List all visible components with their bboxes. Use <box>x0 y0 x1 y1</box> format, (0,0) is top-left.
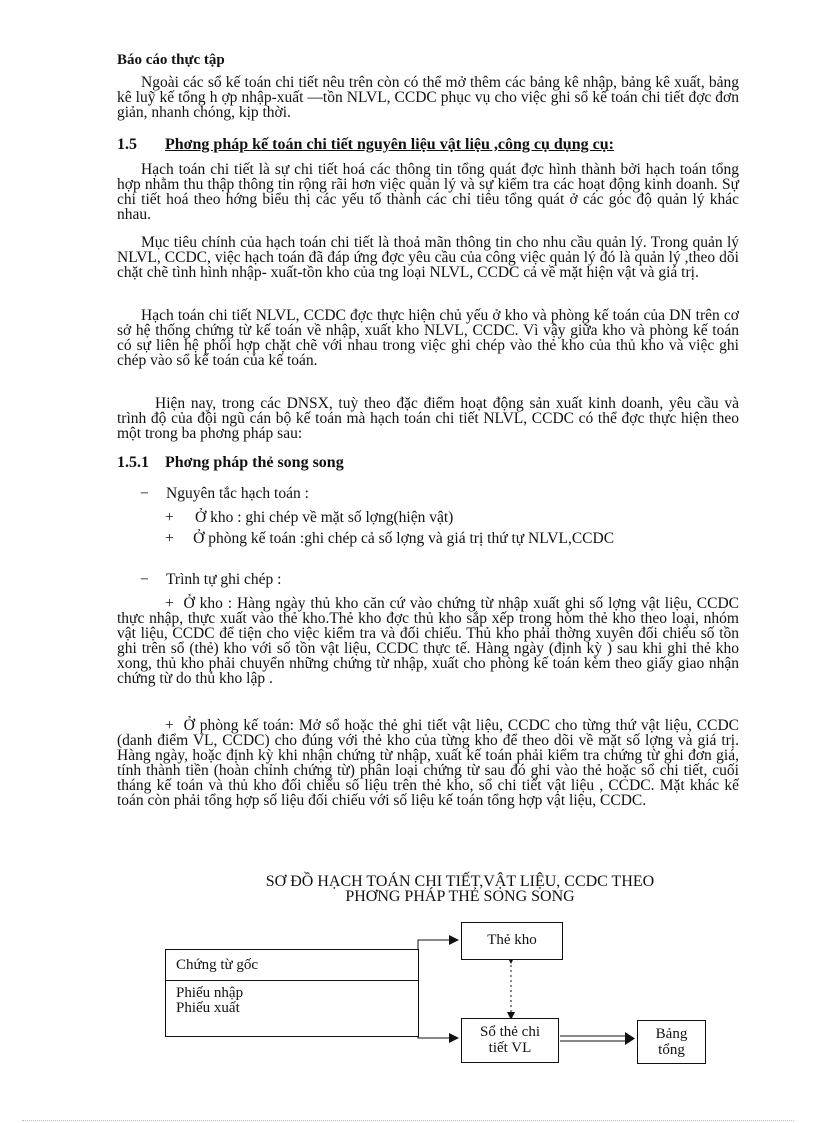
source-item-issue: Phiếu xuất <box>176 1000 240 1016</box>
box-source-items <box>166 981 418 1016</box>
subsection-number: 1.5.1 <box>117 454 149 471</box>
box-so-the-chi-tiet <box>461 1018 559 1063</box>
box-source-documents <box>165 949 419 1037</box>
bullet-text: Trình tự ghi chép : <box>166 571 282 588</box>
so-the-line2: tiết VL <box>488 1040 532 1056</box>
dash-marker: − <box>140 485 149 502</box>
source-item-receipt: Phiếu nhập <box>176 985 244 1001</box>
plus-marker: + <box>165 530 194 547</box>
intro-paragraph: Ngoài các sổ kế toán chi tiết nêu trên còn có thể mở thêm các bảng kê nhập, bảng kê xuất, bảng kê luỹ kế tổng h ợp nhập-xuất —tồn NLVL, CCDC phục vụ cho việc ghi sổ kế toán chi tiết đợc đơn giản, nhanh chóng, kịp thời. <box>117 74 739 121</box>
plus-marker: + <box>165 717 184 734</box>
box-source-title: Chứng từ gốc <box>166 950 418 981</box>
paragraph-4: Hiện nay, trong các DNSX, tuỳ theo đặc điểm hoạt động sản xuất kinh doanh, yêu cầu và trình độ của đội ngũ cán bộ kế toán mà hạch toán chi tiết NLVL, CCDC có thể đợc thực hiện theo một trong ba phơng pháp sau: <box>117 395 739 442</box>
page-header: Báo cáo thực tập <box>117 52 225 68</box>
diagram-title-line2: PHƠNG PHÁP THẺ SONG SONG <box>345 888 575 905</box>
diagram-title-line1: SƠ ĐỒ HẠCH TOÁN CHI TIẾT,VẬT LIỆU, CCDC THEO <box>265 873 655 890</box>
arrow-to-the-kho <box>418 940 458 949</box>
procedure-text: Ở kho : Hàng ngày thủ kho căn cứ vào chứng từ nhập xuất ghi số lợng vật liệu, CCDC thực nhập, thực xuất vào thẻ kho.Thẻ kho đợc thủ kho sắp xếp trong hòm thẻ kho theo loại, nhóm vật liệu, CCDC để tiện cho việc kiểm tra và đối chiếu. Thủ kho phải thờng xuyên đối chiếu số tồn ghi trên sổ (thẻ) kho với số tồn vật liệu, CCDC thực tế. Hàng ngày (định kỳ ) sau khi ghi thẻ kho xong, thủ kho phải chuyển những chứng từ nhập, xuất cho phòng kế toán kèm theo giấy giao nhận chứng từ do thủ kho lập . <box>117 595 739 687</box>
bang-tong-line2: tổng <box>658 1042 685 1058</box>
bullet-text: Nguyên tắc hạch toán : <box>166 485 309 502</box>
bang-tong-line1: Bảng <box>655 1026 688 1042</box>
page-bottom-rule <box>22 1120 794 1121</box>
plus-marker: + <box>165 509 174 526</box>
section-title: Phơng pháp kế toán chi tiết nguyên liệu vật liệu ,công cụ dụng cụ: <box>165 136 614 153</box>
paragraph-3: Hạch toán chi tiết NLVL, CCDC đợc thực hiện chủ yếu ở kho và phòng kế toán của DN trên cơ sở hệ thống chứng từ kế toán về nhập, xuất kho NLVL, CCDC. Vì vậy giữa kho và phòng kế toán có sự liên hệ phối hợp chặt chẽ với nhau trong việc ghi chép vào thẻ kho của thủ kho và việc ghi chép vào sổ kế toán của kế toán. <box>117 307 739 369</box>
dash-marker: − <box>140 571 149 588</box>
subsection-title: Phơng pháp thẻ song song <box>165 454 344 471</box>
section-number: 1.5 <box>117 136 137 153</box>
box-bang-tong <box>637 1020 706 1064</box>
so-the-line1: Sổ thẻ chi <box>480 1024 540 1040</box>
paragraph-2: Mục tiêu chính của hạch toán chi tiết là thoả mãn thông tin cho nhu cầu quản lý. Trong quản lý NLVL, CCDC, việc hạch toán đã đáp ứng đợc yêu cầu của công việc quản lý đó là quản lý ,theo dõi chặt chẽ tình hình nhập- xuất-tồn kho của tng loại NLVL, CCDC cả về mặt hiện vật và giá trị. <box>117 234 739 281</box>
paragraph-1: Hạch toán chi tiết là sự chi tiết hoá các thông tin tổng quát đợc hình thành bởi hạch toán tổng hợp nhằm thu thập thông tin rộng rãi hơn việc quản lý và sự kiểm tra các hoạt động kinh doanh. Sự chi tiết hoá theo hớng biểu thị các yếu tố thành các chỉ tiêu tổng quát ở các góc độ quản lý khác nhau. <box>117 161 739 223</box>
double-arrow-head <box>625 1032 635 1045</box>
arrow-to-so-the <box>418 985 458 1038</box>
plus-marker: + <box>165 595 184 612</box>
bullet-text: Ở phòng kế toán :ghi chép cả số lợng và giá trị thứ tự NLVL,CCDC <box>193 530 615 547</box>
procedure-text: Ở phòng kế toán: Mở sổ hoặc thẻ ghi tiết vật liệu, CCDC cho từng thứ vật liệu, CCDC (danh điểm VL, CCDC) cho đúng với thẻ kho của từng kho để theo dõi về mặt số lợng và giá trị. Hàng ngày, hoặc định kỳ khi nhận chứng từ nhập, xuất kế toán phải kiểm tra chứng từ ghi đơn giá, tính thành tiền (hoàn chỉnh chứng từ) phân loại chứng từ sau đó ghi vào thẻ hoặc sổ chi tiết, cuối tháng kế toán và thủ kho đối chiếu số liệu trên thẻ kho, sổ chi tiết vật liệu , CCDC. Mặt khác kế toán còn phải tổng hợp số liệu đối chiếu với số liệu kế toán tổng hợp vật liệu, CCDC. <box>117 717 739 809</box>
box-the-kho: Thẻ kho <box>461 922 563 960</box>
bullet-text: Ở kho : ghi chép về mặt số lợng(hiện vật) <box>195 509 454 526</box>
